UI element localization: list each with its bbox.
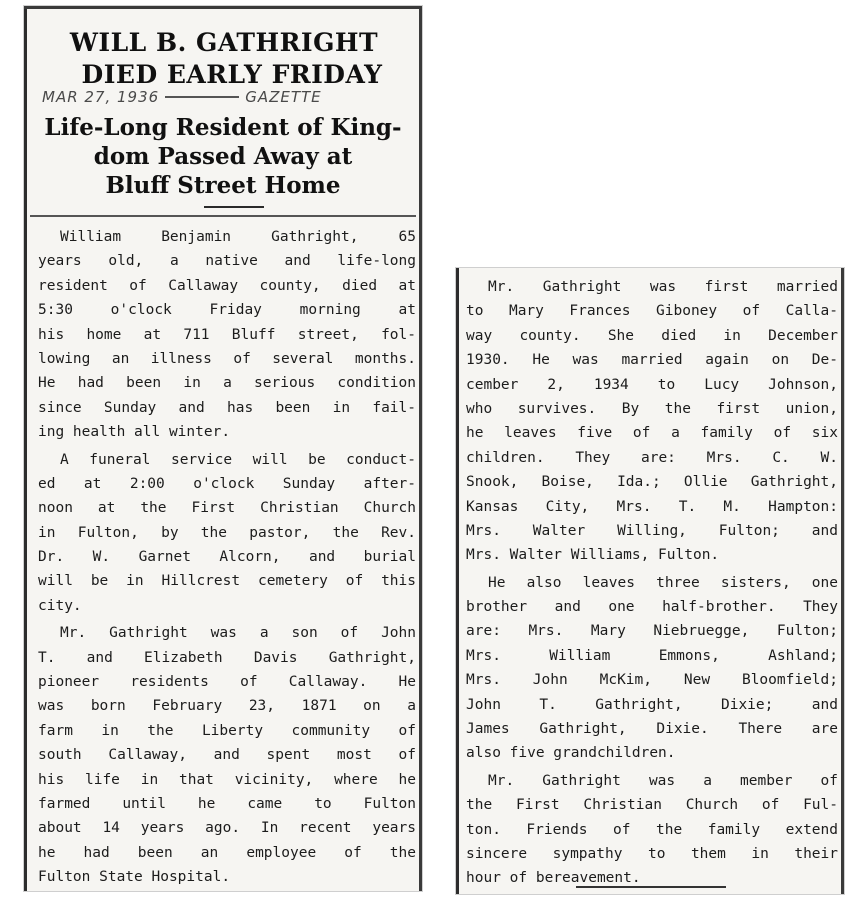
text-line: city. bbox=[38, 597, 82, 614]
clipping-right bbox=[456, 268, 844, 894]
text-line: ton. Friends of the family extend bbox=[466, 821, 838, 838]
text-line: Mrs. William Emmons, Ashland; bbox=[466, 647, 838, 664]
handwritten-dash bbox=[165, 96, 239, 98]
text-line: resident of Callaway county, died at bbox=[38, 277, 416, 294]
text-line: to Mary Frances Giboney of Calla- bbox=[466, 303, 838, 320]
text-line: hour of bereavement. bbox=[466, 870, 641, 887]
text-line: A funeral service will be conduct- bbox=[60, 451, 416, 468]
text-line: about 14 years ago. In recent years bbox=[38, 820, 416, 837]
handwritten-date: MAR 27, 1936 bbox=[42, 88, 160, 106]
headline-line-2: DIED EARLY FRIDAY bbox=[81, 60, 383, 89]
subheadline-line-1: Life-Long Resident of King- bbox=[44, 114, 402, 141]
subheadline-line-2: dom Passed Away at bbox=[93, 143, 353, 170]
article-paragraph bbox=[466, 769, 838, 891]
column-divider bbox=[30, 215, 416, 217]
subheadline-line-3: Bluff Street Home bbox=[105, 172, 341, 199]
text-line: his home at 711 Bluff street, fol- bbox=[38, 326, 416, 343]
text-line: pioneer residents of Callaway. He bbox=[38, 674, 416, 691]
text-line: ing health all winter. bbox=[38, 424, 231, 441]
article-column-right bbox=[466, 272, 838, 891]
text-line: Mr. Gathright was a son of John bbox=[60, 625, 416, 642]
text-line: he leaves five of a family of six bbox=[466, 425, 838, 442]
headline-divider bbox=[204, 206, 264, 208]
clipping-border bbox=[24, 6, 27, 891]
text-line: cember 2, 1934 to Lucy Johnson, bbox=[466, 376, 838, 393]
handwritten-note bbox=[42, 88, 410, 106]
text-line: lowing an illness of several months. bbox=[38, 350, 416, 367]
text-line: in Fulton, by the pastor, the Rev. bbox=[38, 524, 416, 541]
text-line: William Benjamin Gathright, 65 bbox=[60, 229, 416, 245]
clipping-left bbox=[24, 6, 422, 891]
text-line: noon at the First Christian Church bbox=[38, 500, 416, 517]
clipping-border bbox=[419, 6, 422, 891]
text-line: years old, a native and life-long bbox=[38, 253, 416, 270]
clipping-border bbox=[841, 268, 844, 894]
clipping-border bbox=[456, 268, 459, 894]
end-rule bbox=[576, 886, 726, 888]
text-line: the First Christian Church of Ful- bbox=[466, 797, 838, 814]
text-line: farmed until he came to Fulton bbox=[38, 795, 416, 812]
text-line: was born February 23, 1871 on a bbox=[38, 698, 416, 715]
headline-line-1: WILL B. GATHRIGHT bbox=[69, 28, 379, 57]
text-line: Mr. Gathright was first married bbox=[488, 279, 838, 295]
clipping-border bbox=[24, 6, 422, 9]
text-line: who survives. By the first union, bbox=[466, 400, 838, 417]
text-line: Mrs. Walter Williams, Fulton. bbox=[466, 547, 720, 564]
text-line: 1930. He was married again on De- bbox=[466, 352, 838, 369]
text-line: farm in the Liberty community of bbox=[38, 722, 416, 739]
text-line: brother and one half-brother. They bbox=[466, 599, 838, 616]
text-line: Dr. W. Garnet Alcorn, and burial bbox=[38, 549, 416, 566]
text-line: Fulton State Hospital. bbox=[38, 869, 231, 886]
text-line: Snook, Boise, Ida.; Ollie Gathright, bbox=[466, 474, 838, 491]
text-line: way county. She died in December bbox=[466, 327, 838, 344]
text-line: John T. Gathright, Dixie; and bbox=[466, 696, 838, 713]
text-line: Mr. Gathright was a member of bbox=[488, 772, 838, 789]
text-line: T. and Elizabeth Davis Gathright, bbox=[38, 649, 416, 666]
article-column-left bbox=[38, 222, 416, 890]
text-line: will be in Hillcrest cemetery of this bbox=[38, 573, 416, 590]
text-line: Kansas City, Mrs. T. M. Hampton: bbox=[466, 498, 838, 515]
text-line: south Callaway, and spent most of bbox=[38, 747, 416, 764]
article-paragraph bbox=[38, 448, 416, 619]
article-paragraph bbox=[466, 571, 838, 766]
text-line: 5:30 o'clock Friday morning at bbox=[38, 302, 416, 319]
text-line: since Sunday and has been in fail- bbox=[38, 399, 416, 416]
text-line: he had been an employee of the bbox=[38, 844, 416, 861]
text-line: ed at 2:00 o'clock Sunday after- bbox=[38, 475, 416, 492]
article-paragraph bbox=[38, 225, 416, 445]
text-line: He also leaves three sisters, one bbox=[488, 574, 838, 591]
text-line: his life in that vicinity, where he bbox=[38, 771, 416, 788]
article-paragraph bbox=[38, 621, 416, 889]
text-line: also five grandchildren. bbox=[466, 745, 676, 762]
text-line: sincere sympathy to them in their bbox=[466, 845, 838, 862]
text-line: are: Mrs. Mary Niebruegge, Fulton; bbox=[466, 623, 838, 640]
handwritten-source: GAZETTE bbox=[245, 88, 322, 106]
text-line: James Gathright, Dixie. There are bbox=[466, 721, 838, 738]
text-line: Mrs. Walter Willing, Fulton; and bbox=[466, 522, 838, 539]
text-line: He had been in a serious condition bbox=[38, 375, 416, 392]
text-line: children. They are: Mrs. C. W. bbox=[466, 449, 838, 466]
text-line: Mrs. John McKim, New Bloomfield; bbox=[466, 672, 838, 689]
article-paragraph bbox=[466, 275, 838, 568]
